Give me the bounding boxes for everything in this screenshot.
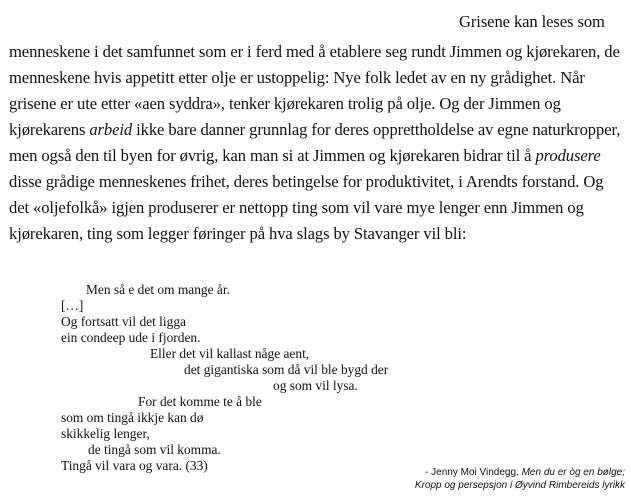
poem-line: […] [61,298,84,313]
prose-line: menneskene hvis appetitt etter olje er ustoppelig: Nye folk ledet av en ny grådighet. Når [9,68,585,87]
poem-line: som om tingå ikkje kan dø [61,410,204,425]
poem-line: og som vil lysa. [273,378,358,393]
prose-text: kjørekarens [9,120,90,139]
prose-line: grisene er ute etter «aen syddra», tenker kjørekaren trolig på olje. Og der Jimmen og [9,94,561,113]
poem-line: Og fortsatt vil det ligga [61,314,186,329]
poem-line: det gigantiska som då vil ble bygd der [184,362,389,377]
prose-line: kjørekaren, ting som legger føringer på hva slags by Stavanger vil bli: [9,224,467,243]
attribution-line [415,466,625,479]
poem-line: de tingå som vil komma. [88,442,221,457]
poem-line: skikkelig lenger, [61,426,150,441]
poem-line: Tingå vil vara og vara. (33) [61,458,208,473]
work-subtitle: Kropp og persepsjon i Øyvind Rimbereids lyrikk [414,480,625,491]
prose-line [9,120,620,140]
prose-text: men også den til byen for øvrig, kan man si at Jimmen og kjørekaren bidrar til å [9,146,536,165]
prose-line: menneskene i det samfunnet som er i ferd med å etablere seg rundt Jimmen og kjørekaren, de [9,42,620,61]
author-name: - Jenny Moi Vindegg, [425,467,522,478]
poem-line: For det komme te å ble [138,394,262,409]
emphasis-text: arbeid [89,120,133,139]
poem-line: Men så e det om mange år. [86,282,230,297]
prose-line [9,146,601,166]
prose-line: disse grådige menneskenes frihet, deres betingelse for produktivitet, i Arendts forstand. Og [9,172,604,191]
attribution [415,466,625,492]
prose-text: ikke bare danner grunnlag for deres opprettholdelse av egne naturkropper, [132,120,621,139]
poem-line: Eller det vil kallast någe aent, [150,346,310,361]
prose-line: Grisene kan leses som [459,12,605,31]
work-title: Men du er òg en bølge; [521,467,625,478]
prose-line: det «oljefolkå» igjen produserer er nettopp ting som vil vare mye lenger enn Jimmen og [9,198,584,217]
attribution-line [415,479,625,492]
poem-line: ein condeep ude i fjorden. [61,330,201,345]
emphasis-text: produsere [535,146,601,165]
